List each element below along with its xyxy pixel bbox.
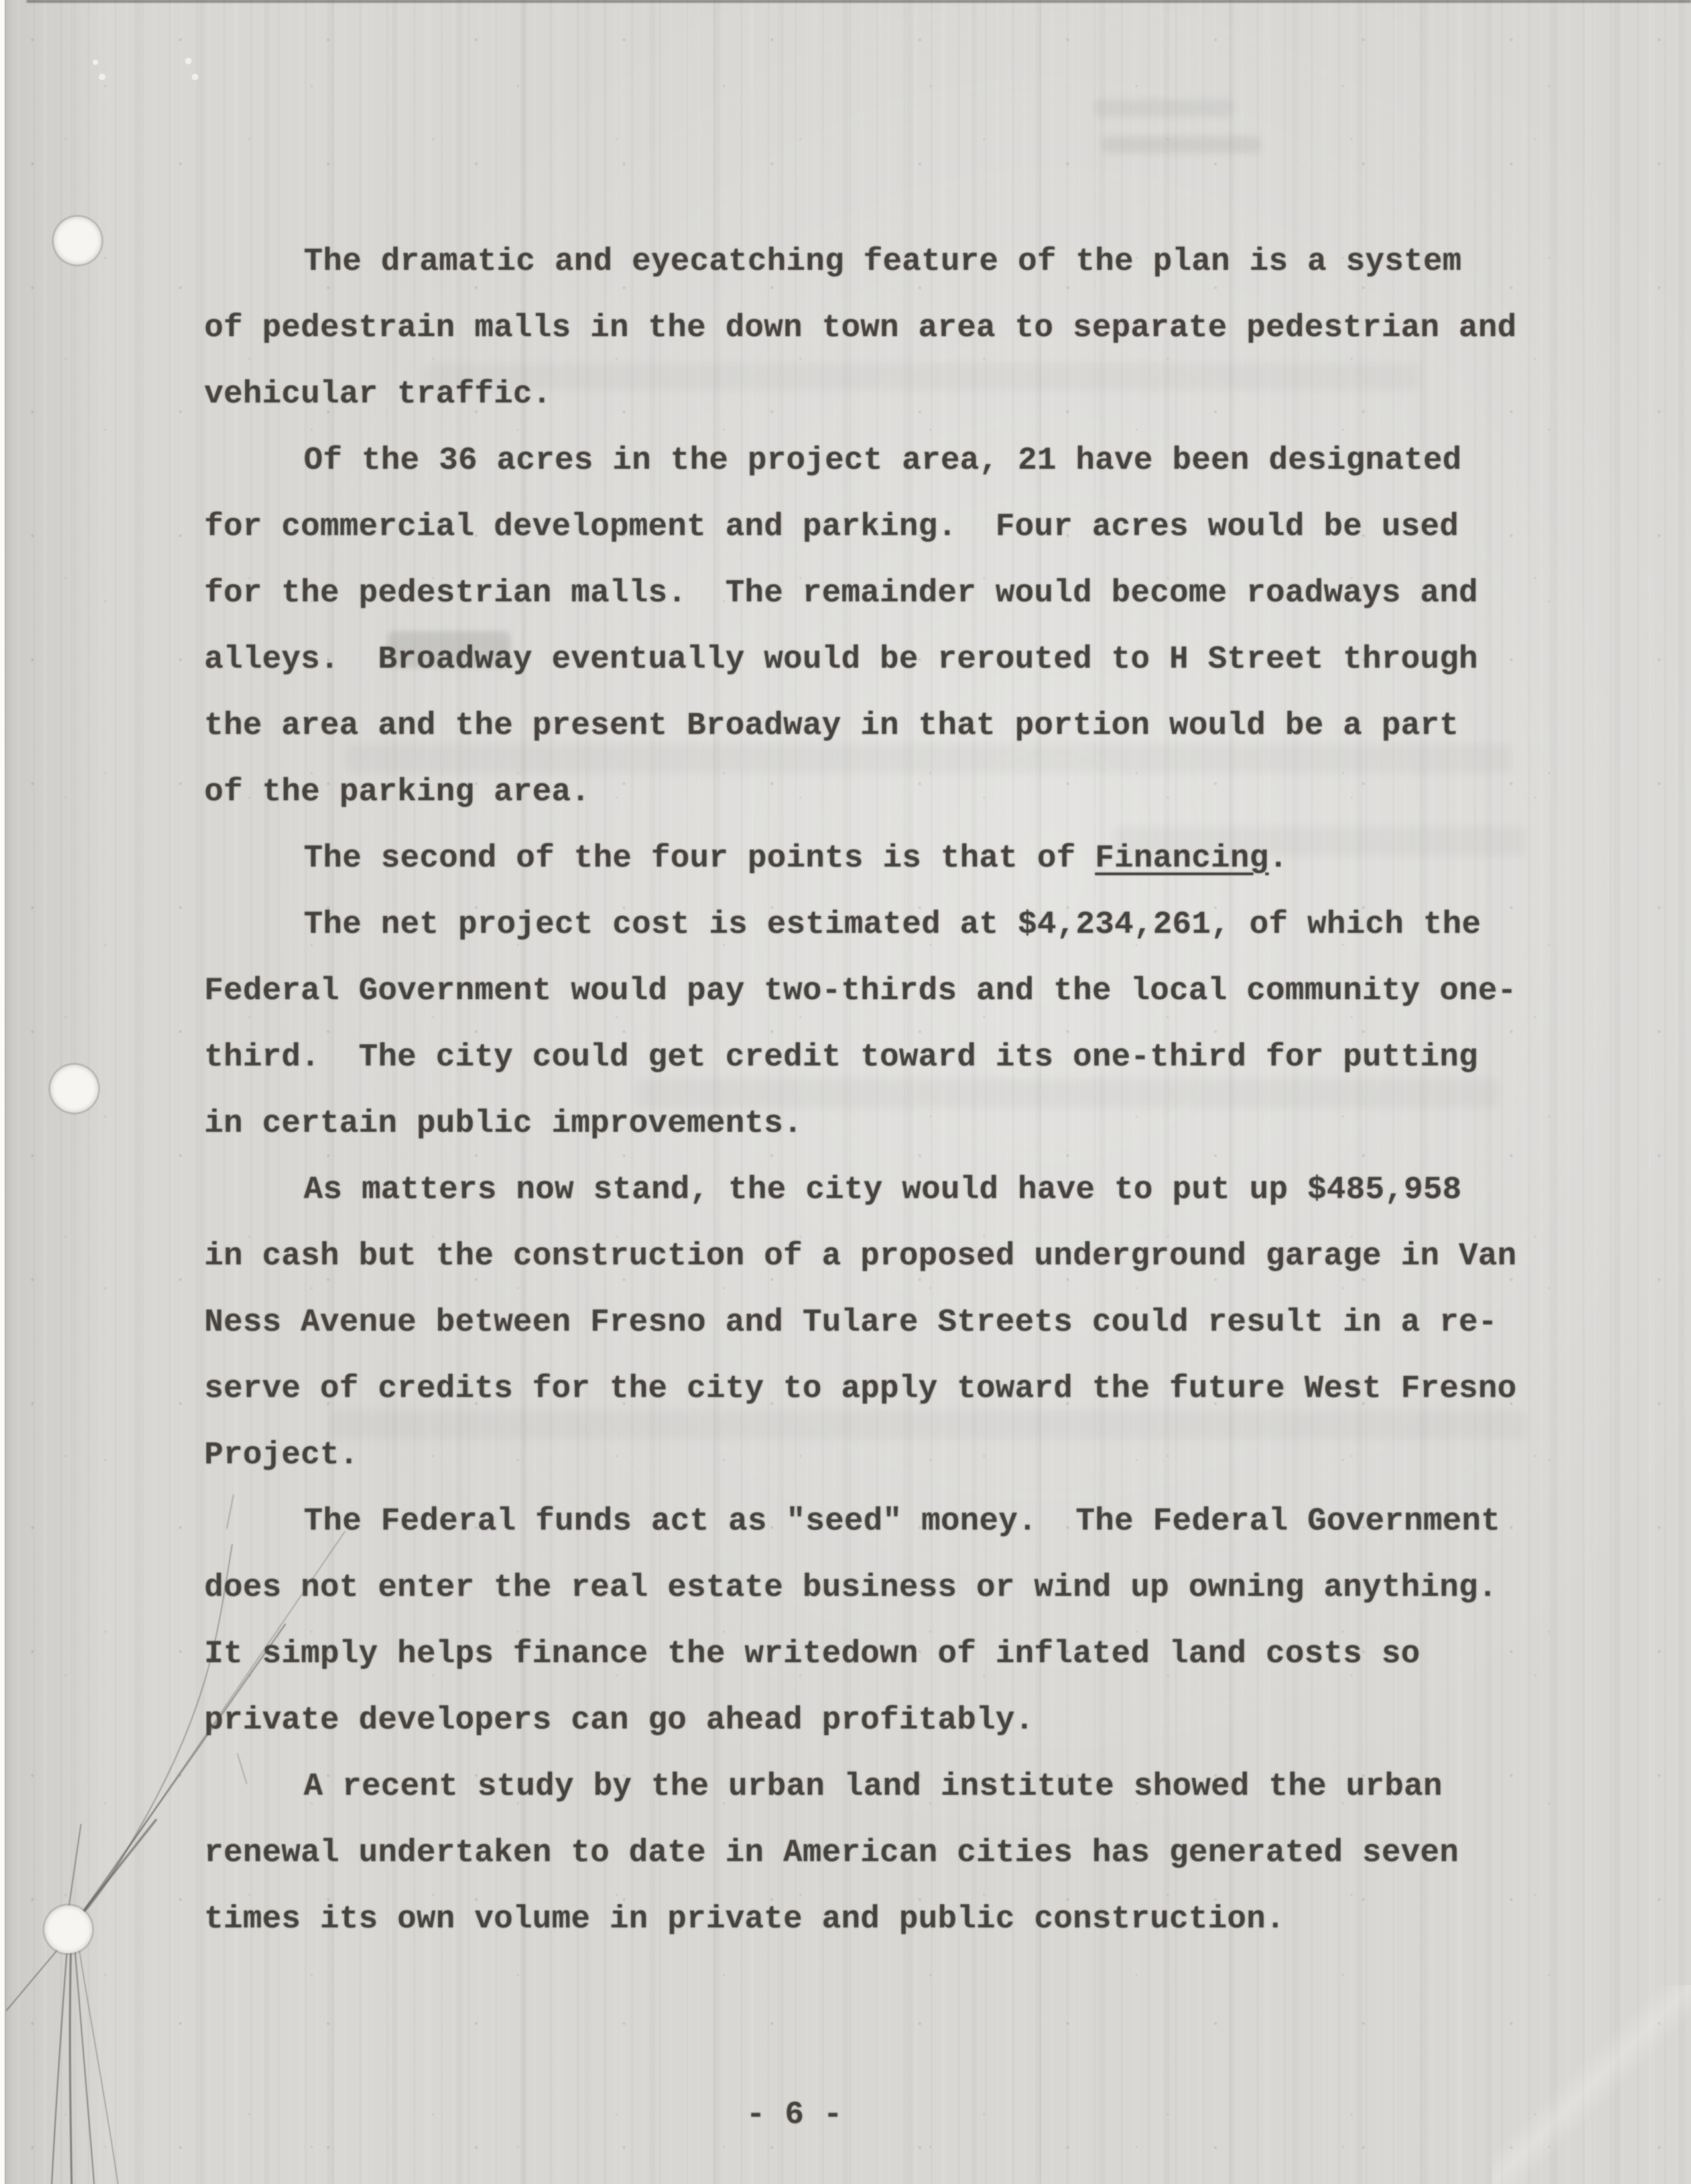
text-line: does not enter the real estate business or wind up owning anything. <box>204 1570 1498 1606</box>
text-line: The Federal funds act as "seed" money. The Federal Government <box>304 1504 1501 1540</box>
underlined-text: Financing <box>1095 841 1269 877</box>
text-line: A recent study by the urban land institute showed the urban <box>304 1769 1443 1805</box>
text-line: in certain public improvements. <box>204 1106 803 1142</box>
text-line: It simply helps finance the writedown of inflated land costs so <box>204 1636 1420 1672</box>
text-line: third. The city could get credit toward its one-third for putting <box>204 1040 1478 1075</box>
text-segment: . <box>1269 841 1288 877</box>
text-segment: The second of the four points is that of <box>304 841 1096 877</box>
text-line: the area and the present Broadway in that portion would be a part <box>204 708 1459 744</box>
text-line: As matters now stand, the city would have to put up $485,958 <box>304 1172 1462 1208</box>
text-line: Of the 36 acres in the project area, 21 have been designated <box>304 443 1462 479</box>
text-line: for the pedestrian malls. The remainder would become roadways and <box>204 576 1478 611</box>
bleed-through-smudge <box>1102 136 1261 153</box>
text-line: The dramatic and eyecatching feature of the plan is a system <box>304 244 1462 280</box>
text-line: for commercial development and parking. Four acres would be used <box>204 509 1459 545</box>
punch-hole <box>44 1906 92 1953</box>
text-line: of the parking area. <box>204 774 591 810</box>
paper-fleck <box>93 60 98 65</box>
text-line <box>204 825 1570 892</box>
punch-hole <box>54 217 101 265</box>
bleed-through-smudge <box>1094 99 1233 117</box>
punch-hole <box>50 1065 98 1113</box>
text-line: renewal undertaken to date in American cities has generated seven <box>204 1835 1459 1871</box>
scan-edge <box>27 0 1691 3</box>
text-line: The net project cost is estimated at $4,234,261, of which the <box>304 907 1481 943</box>
text-line: vehicular traffic. <box>204 377 552 412</box>
ink-smudge <box>388 631 511 668</box>
page-number: - 6 - <box>746 2097 843 2133</box>
paper-fold <box>1492 1985 1691 2184</box>
text-line: Federal Government would pay two-thirds and the local community one- <box>204 973 1517 1009</box>
text-line: alleys. Broadway eventually would be rerouted to H Street through <box>204 642 1478 678</box>
crease-marks <box>0 1492 531 2184</box>
text-line: of pedestrain malls in the down town area to separate pedestrian and <box>204 310 1517 346</box>
text-line: in cash but the construction of a proposed underground garage in Van <box>204 1239 1517 1274</box>
text-line: Project. <box>204 1437 359 1473</box>
text-line: serve of credits for the city to apply toward the future West Fresno <box>204 1371 1517 1407</box>
text-line: private developers can go ahead profitably. <box>204 1703 1034 1738</box>
text-line: times its own volume in private and public construction. <box>204 1902 1285 1937</box>
text-line: Ness Avenue between Fresno and Tulare Streets could result in a re- <box>204 1305 1498 1341</box>
